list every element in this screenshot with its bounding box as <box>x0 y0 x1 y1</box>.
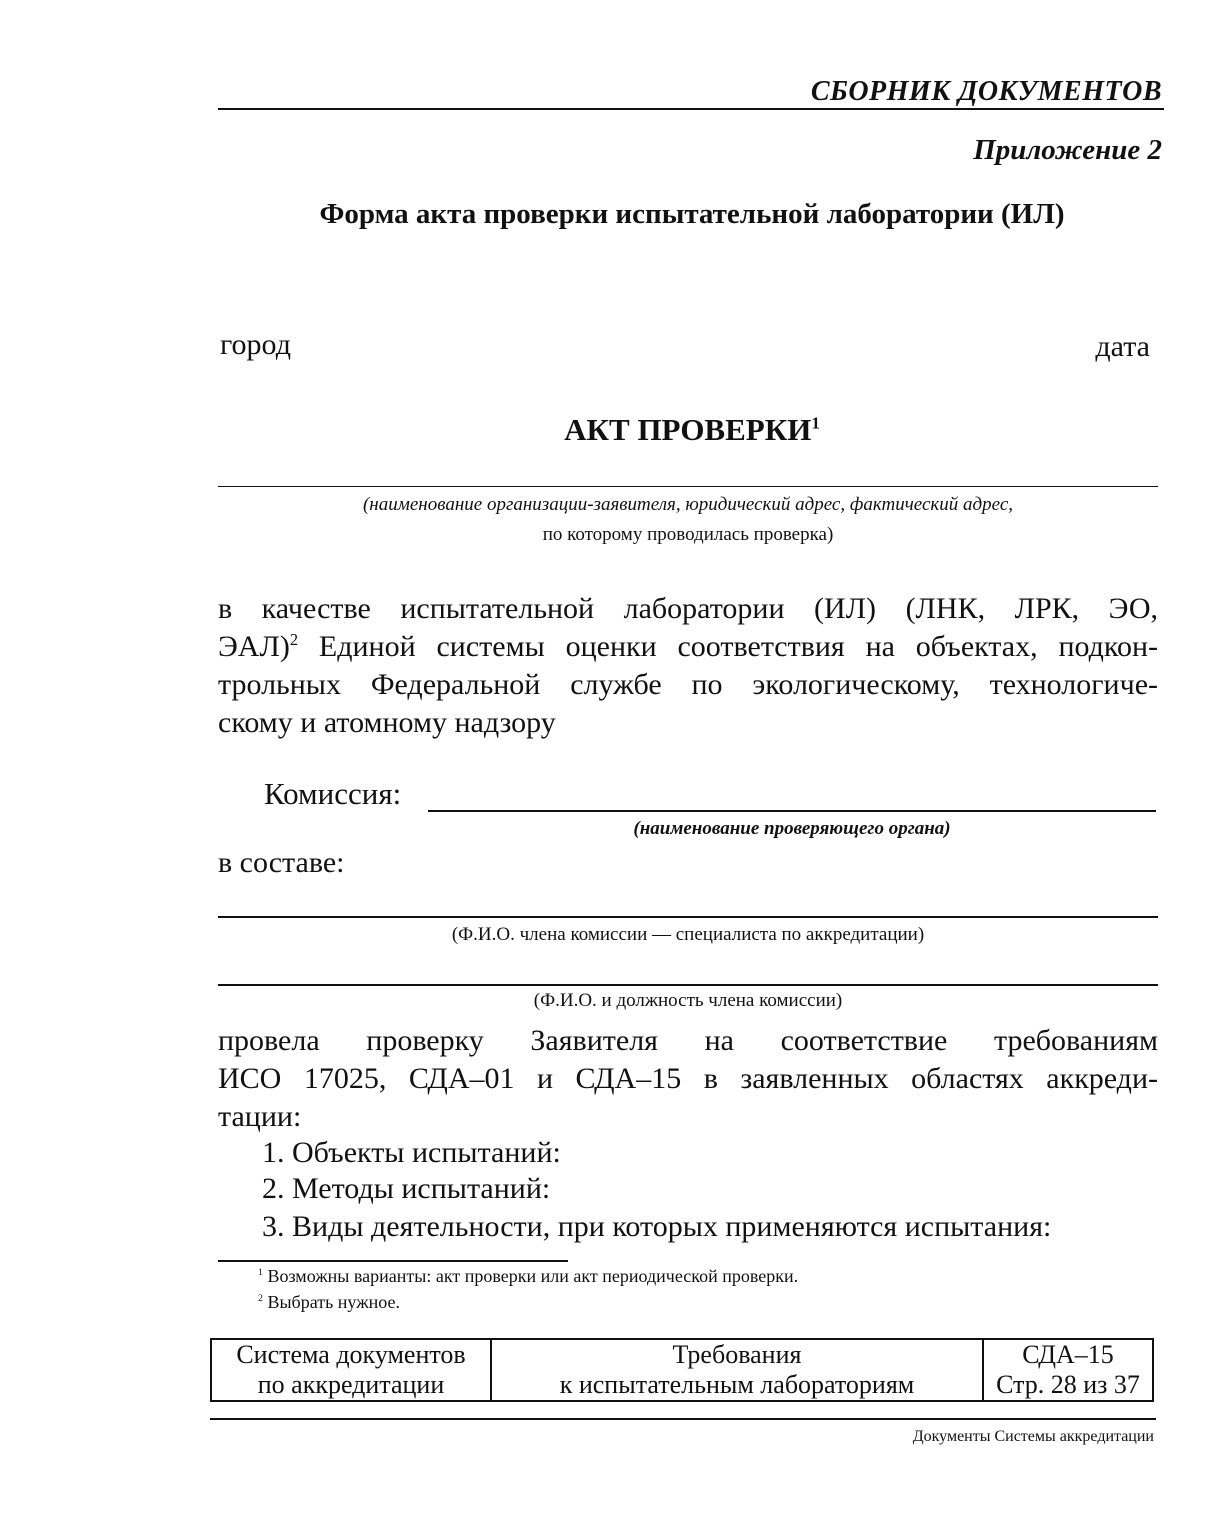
member2-note: (Ф.И.О. и должность члена комиссии) <box>533 990 843 1011</box>
list-item-objects: 1. Объекты испытаний: <box>262 1136 561 1169</box>
footnote-1 <box>258 1266 798 1287</box>
bottom-credit: Документы Системы аккредитации <box>912 1428 1154 1445</box>
table-row <box>211 1339 1153 1401</box>
footnote-2 <box>258 1292 400 1313</box>
capacity-line2-b: Единой системы оценки соответствия на объектах, подкон- <box>298 630 1158 663</box>
check-line1: провела проверку Заявителя на соответствие требованиям <box>218 1024 1158 1057</box>
collection-title: СБОРНИК ДОКУМЕНТОВ <box>810 76 1162 107</box>
footer-rule <box>210 1418 1156 1420</box>
footnote-1-text: Возможны варианты: акт проверки или акт периодической проверки. <box>262 1266 799 1286</box>
footnote-1-mark: 1 <box>258 1267 263 1278</box>
footnote-2-mark: 2 <box>258 1293 263 1304</box>
check-line3: тации: <box>218 1100 302 1133</box>
requirements-line1: Требования <box>672 1340 802 1369</box>
doc-system-line2: по аккредитации <box>257 1370 445 1399</box>
footnote-separator <box>218 1260 568 1262</box>
footnote-2-text: Выбрать нужное. <box>262 1292 400 1312</box>
doc-code: СДА–15 <box>1022 1340 1114 1369</box>
composition-label: в составе: <box>218 846 345 879</box>
list-item-methods: 2. Методы испытаний: <box>262 1172 551 1205</box>
header-rule <box>218 108 1164 110</box>
capacity-line2 <box>218 628 1158 666</box>
city-label: город <box>220 328 291 361</box>
form-title: Форма акта проверки испытательной лаборатории (ИЛ) <box>319 198 1065 230</box>
capacity-line4: скому и атомному надзору <box>218 706 556 739</box>
doc-system-line1: Система документов <box>236 1340 466 1369</box>
footer-table <box>210 1338 1154 1402</box>
requirements-cell <box>491 1339 983 1401</box>
date-label: дата <box>1095 330 1150 363</box>
applicant-note-line2: по которому проводилась проверка) <box>542 524 834 545</box>
doc-system-cell <box>211 1339 491 1401</box>
capacity-line3: трольных Федеральной службе по экологическому, технологиче- <box>218 668 1158 701</box>
commission-note: (наименование проверяющего органа) <box>633 818 951 839</box>
doc-code-cell <box>983 1339 1153 1401</box>
appendix-label: Приложение 2 <box>973 134 1162 166</box>
act-title-text: АКТ ПРОВЕРКИ <box>564 412 812 447</box>
check-line2: ИСО 17025, СДА–01 и СДА–15 в заявленных областях аккреди- <box>218 1062 1158 1095</box>
member1-line <box>218 916 1158 918</box>
commission-label: Комиссия: <box>264 776 402 811</box>
applicant-note-line1: (наименование организации-заявителя, юридический адрес, фактический адрес, <box>362 494 1014 515</box>
capacity-line1: в качестве испытательной лаборатории (ИЛ) (ЛНК, ЛРК, ЭО, <box>218 592 1158 625</box>
check-paragraph <box>218 1022 1158 1136</box>
commission-line <box>428 810 1156 812</box>
capacity-footnote-mark: 2 <box>289 630 299 649</box>
capacity-paragraph <box>218 590 1158 742</box>
member1-note: (Ф.И.О. члена комиссии — специалиста по аккредитации) <box>451 924 925 945</box>
list-item-activities: 3. Виды деятельности, при которых применяются испытания: <box>262 1210 1052 1243</box>
applicant-line <box>218 486 1158 487</box>
capacity-line2-a: ЭАЛ) <box>218 630 290 663</box>
act-title <box>0 412 1212 448</box>
requirements-line2: к испытательным лабораториям <box>559 1370 915 1399</box>
member2-line <box>218 984 1158 986</box>
act-title-footnote-mark: 1 <box>811 413 820 433</box>
page-number: Стр. 28 из 37 <box>996 1370 1140 1399</box>
